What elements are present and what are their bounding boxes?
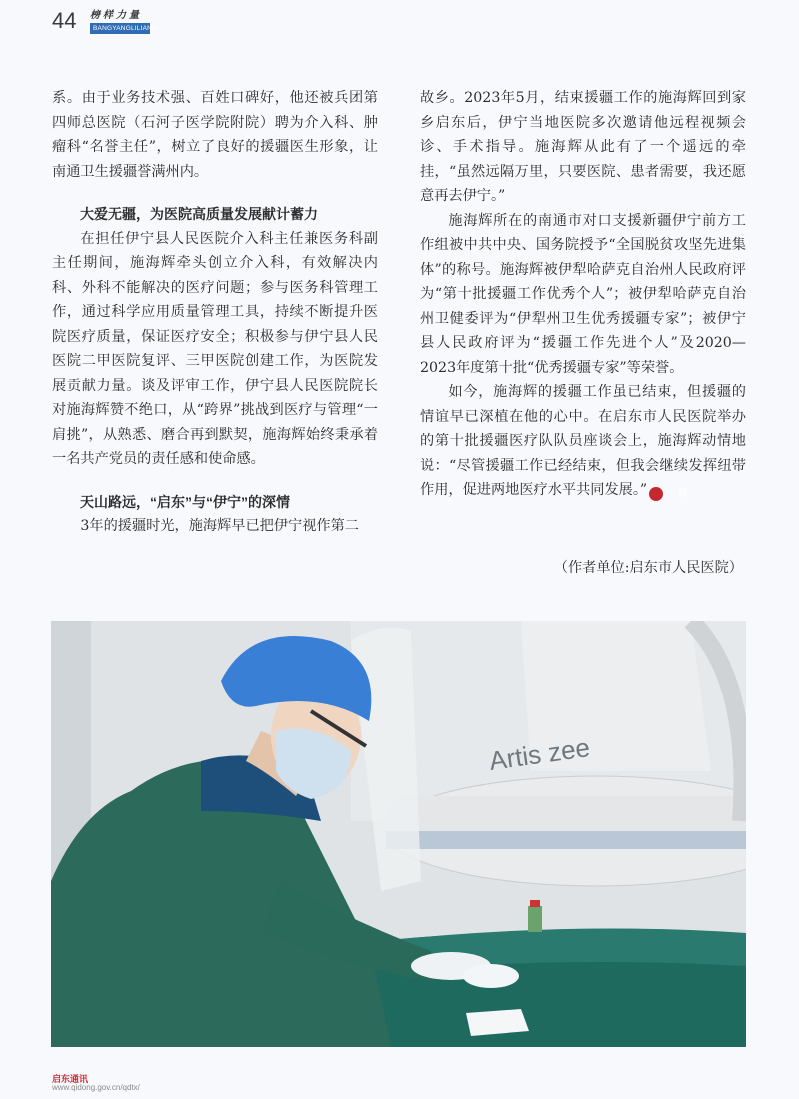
paragraph: 故乡。2023年5月，结束援疆工作的施海辉回到家乡启东后，伊宁当地医院多次邀请他远程视频会诊、手术指导。施海辉从此有了一个遥远的牵挂，“虽然远隔万里，只要医院、患者需要，我还愿意再去伊宁。” (420, 90, 746, 204)
surgery-photo (51, 621, 746, 1047)
column-brand (90, 10, 158, 34)
section-heading: 大爱无疆，为医院高质量发展献计蓄力 (80, 206, 318, 222)
left-column (52, 86, 378, 539)
paragraph-text: 如今，施海辉的援疆工作虽已结束，但援疆的情谊早已深植在他的心中。在启东市人民医院举办的第十批援疆医疗队队员座谈会上，施海辉动情地说：“尽管援疆工作已经结束，但我会继续发挥纽带作用，促进两地医疗水平共同发展。” (420, 384, 746, 498)
paragraph: 施海辉所在的南通市对口支援新疆伊宁前方工作组被中共中央、国务院授予“全国脱贫攻坚先进集体”的称号。施海辉被伊犁哈萨克自治州人民政府评为“第十批援疆工作优秀个人”；被伊犁哈萨克自治州卫健委评为“伊犁州卫生优秀援疆专家”；被伊宁县人民政府评为“援疆工作先进个人”及2020—2023年度第十批“优秀援疆专家”等荣誉。 (420, 212, 746, 376)
paragraph (420, 380, 746, 503)
author-byline: （作者单位:启东市人民医院） (553, 560, 743, 576)
column-title: 榜样力量 (90, 10, 142, 21)
section-heading: 天山路远，“启东”与“伊宁”的深情 (80, 493, 290, 510)
footer-brand: 启东通讯 (52, 1074, 89, 1084)
surgery-illustration (51, 621, 746, 1047)
column-pinyin: BANGYANGLILIANG (90, 23, 150, 34)
end-mark-icon: 启 (649, 487, 663, 501)
footer-url[interactable]: www.qidong.gov.cn/qdtx/ (52, 1083, 140, 1092)
right-column (420, 86, 746, 503)
page-number: 44 (52, 8, 77, 33)
paragraph: 系。由于业务技术强、百姓口碑好，他还被兵团第四师总医院（石河子医学院附院）聘为介入科、肿瘤科“名誉主任”，树立了良好的援疆医生形象，让南通卫生援疆誉满州内。 (52, 90, 378, 180)
scanner-brand-label: Artis zee (487, 732, 592, 776)
paragraph: 在担任伊宁县人民医院介入科主任兼医务科副主任期间，施海辉牵头创立介入科，有效解决内科、外科不能解决的医疗问题；参与医务科管理工作，通过科学应用质量管理工具，持续不断提升医院医疗质量，保证医疗安全；积极参与伊宁县人民医院二甲医院复评、三甲医院创建工作，为医院发展贡献力量。谈及评审工作，伊宁县人民医院院长对施海辉赞不绝口，从“跨界”挑战到医疗与管理“一肩挑”，从熟悉、磨合再到默契，施海辉始终秉承着一名共产党员的责任感和使命感。 (52, 230, 378, 467)
paragraph: 3年的援疆时光，施海辉早已把伊宁视作第二 (80, 518, 359, 534)
